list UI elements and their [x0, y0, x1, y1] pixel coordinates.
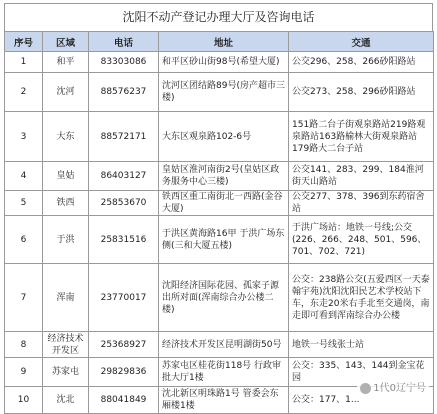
table-row — [5, 332, 434, 358]
cell-area: 沈河 — [43, 73, 89, 112]
cell-area: 苏家屯 — [43, 358, 89, 387]
watermark — [357, 379, 429, 394]
header-transit: 交通 — [289, 32, 434, 52]
cell-no: 9 — [5, 358, 43, 387]
cell-no: 5 — [5, 191, 43, 216]
cell-transit: 公交296、258、266砂阳路站 — [289, 52, 434, 73]
table-row — [5, 52, 434, 73]
cell-address: 和平区砂山街98号(希望大厦) — [159, 52, 289, 73]
account-icon — [360, 383, 371, 394]
table-row — [5, 162, 434, 191]
cell-phone: 25853670 — [89, 191, 159, 216]
table-row — [5, 112, 434, 162]
table-row — [5, 191, 434, 216]
cell-phone: 23770017 — [89, 264, 159, 332]
cell-address: 沈阳经济国际花园、孤家子源出所对面(浑南综合办公楼二楼) — [159, 264, 289, 332]
header-no: 序号 — [5, 32, 43, 52]
header-phone: 电话 — [89, 32, 159, 52]
header-address: 地址 — [159, 32, 289, 52]
cell-phone: 88572171 — [89, 112, 159, 162]
cell-area: 皇姑 — [43, 162, 89, 191]
cell-area: 大东 — [43, 112, 89, 162]
cell-transit: 公交：238路公交(五爱西区一天泰翰宇苑)沈阳沈阳民艺术学校站下车，东走20米右手北至交通岗，南走即可看到浑南综合办公楼 — [289, 264, 434, 332]
cell-transit: 公交141、283、299、184淮河街天山路站 — [289, 162, 434, 191]
header-area: 区域 — [43, 32, 89, 52]
cell-phone: 25831516 — [89, 216, 159, 264]
cell-phone: 88041849 — [89, 387, 159, 414]
cell-address: 铁西区重工南街北一西路(金谷大厦) — [159, 191, 289, 216]
cell-no: 4 — [5, 162, 43, 191]
cell-transit: 地铁一号线张士站 — [289, 332, 434, 358]
cell-no: 1 — [5, 52, 43, 73]
cell-area: 经济技术开发区 — [43, 332, 89, 358]
cell-address: 苏家屯区桂花街118号 行政审批大厅1楼 — [159, 358, 289, 387]
cell-area: 和平 — [43, 52, 89, 73]
cell-address: 于洪区黄海路16甲 于洪广场东侧(三和大厦五楼) — [159, 216, 289, 264]
table-header-row — [5, 32, 434, 52]
table-row — [5, 264, 434, 332]
cell-no: 6 — [5, 216, 43, 264]
cell-address: 大东区观泉路102-6号 — [159, 112, 289, 162]
cell-no: 7 — [5, 264, 43, 332]
watermark-text: 1代0辽宁号 — [373, 383, 426, 394]
cell-transit: 151路二台子街观泉路站219路观泉路站163路榆林大街观泉路站179路大二台子站 — [289, 112, 434, 162]
cell-area: 沈北 — [43, 387, 89, 414]
cell-area: 铁西 — [43, 191, 89, 216]
cell-address: 皇姑区淮河南街2号(皇姑区政务服务中心三楼) — [159, 162, 289, 191]
cell-no: 2 — [5, 73, 43, 112]
cell-transit: 公交：177、1... — [289, 387, 434, 414]
cell-transit: 公交277、378、396到东药宿舍站 — [289, 191, 434, 216]
cell-address: 沈北新区明珠路1号 管委会东厢楼1楼 — [159, 387, 289, 414]
registration-table — [4, 31, 434, 414]
cell-no: 10 — [5, 387, 43, 414]
table-title: 沈阳不动产登记办理大厅及咨询电话 — [4, 3, 433, 31]
cell-phone: 83303086 — [89, 52, 159, 73]
cell-no: 8 — [5, 332, 43, 358]
cell-transit: 公交：335、143、144到金宝花园 — [289, 358, 434, 387]
cell-phone: 86403127 — [89, 162, 159, 191]
cell-address: 沈河区团结路89号(房产超市三楼) — [159, 73, 289, 112]
cell-area: 浑南 — [43, 264, 89, 332]
cell-transit: 于洪广场站：地铁一号线;公交(226、266、248、501、596、701、702、721) — [289, 216, 434, 264]
table-row — [5, 73, 434, 112]
cell-phone: 25368927 — [89, 332, 159, 358]
cell-phone: 88576237 — [89, 73, 159, 112]
cell-area: 于洪 — [43, 216, 89, 264]
table-row — [5, 216, 434, 264]
cell-transit: 公交273、258、296砂阳路站 — [289, 73, 434, 112]
registration-table-sheet — [4, 3, 433, 414]
cell-phone: 29829836 — [89, 358, 159, 387]
cell-no: 3 — [5, 112, 43, 162]
cell-address: 经济技术开发区昆明湖街50号 — [159, 332, 289, 358]
